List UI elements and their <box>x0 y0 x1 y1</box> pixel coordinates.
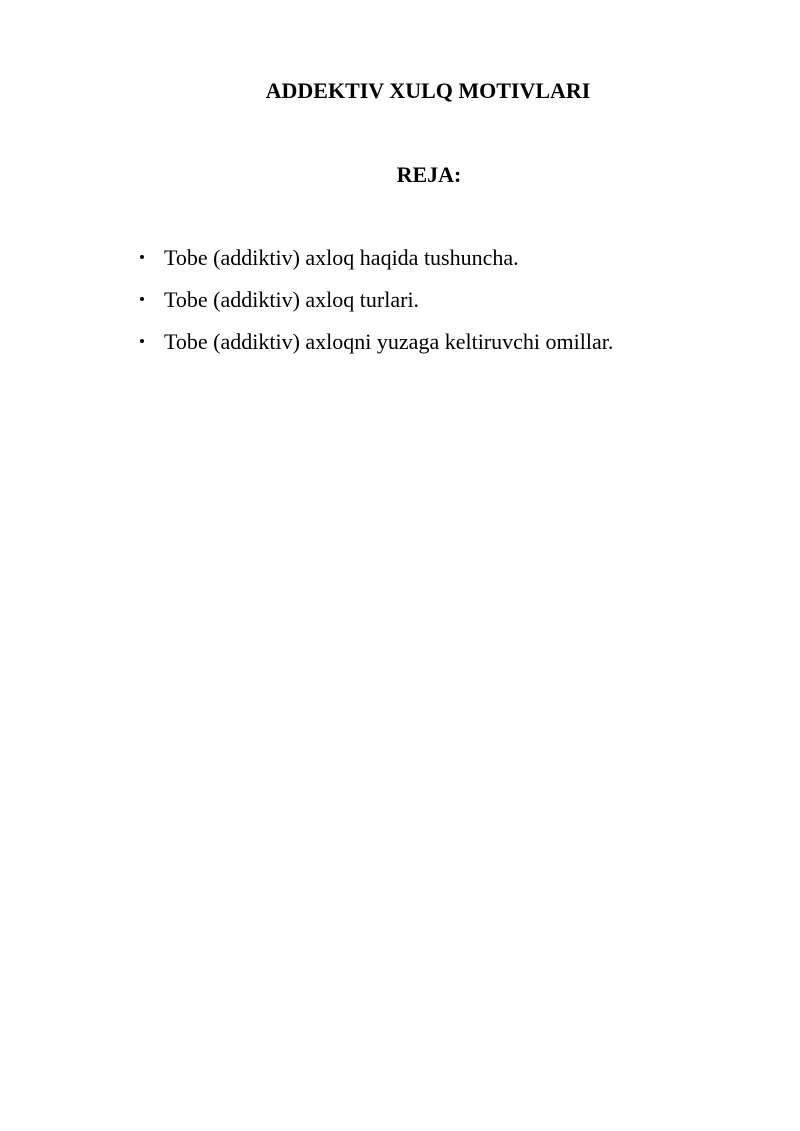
document-title: ADDEKTIV XULQ MOTIVLARI <box>265 78 591 103</box>
list-item-text: Tobe (addiktiv) axloq turlari. <box>164 287 420 312</box>
bullet-icon <box>140 297 144 301</box>
plan-list <box>138 244 613 370</box>
list-item-text: Tobe (addiktiv) axloqni yuzaga keltiruvchi omillar. <box>164 329 614 354</box>
bullet-icon <box>140 339 144 343</box>
list-item <box>138 286 613 328</box>
list-item <box>138 328 613 370</box>
list-item <box>138 244 613 286</box>
bullet-icon <box>140 255 144 259</box>
list-item-text: Tobe (addiktiv) axloq haqida tushuncha. <box>164 245 519 270</box>
plan-heading: REJA: <box>396 162 462 187</box>
